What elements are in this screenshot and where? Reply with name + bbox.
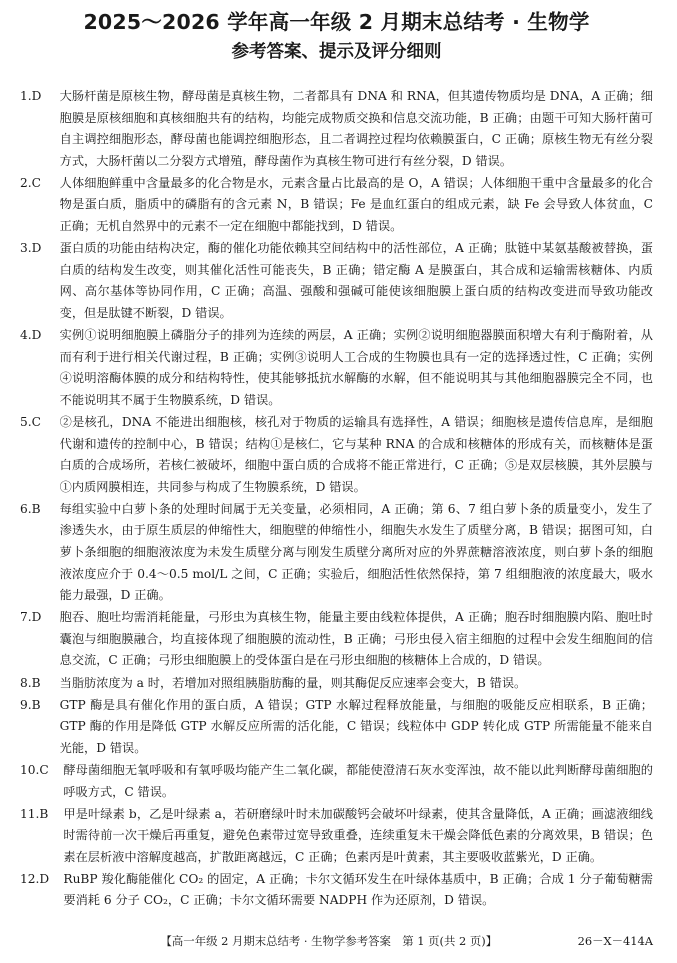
item-number: 12. <box>20 871 40 886</box>
item-answer: B <box>39 806 49 821</box>
item-explanation: 人体细胞鲜重中含量最多的化合物是水，元素含量占比最高的是 O，A 错误；人体细胞干重中含量最多的化合物是蛋白质，脂质中的磷脂有的含元素 N，B 错误；Fe 是血红蛋白的组成元素，缺 Fe 会导致人体贫血，C 正确；无机自然界中的元素不一定在细胞中都能找到，D 错误。 <box>59 175 653 234</box>
footer-page-info: 【高一年级 2 月期末总结考 · 生物学参考答案 第 1 页(共 2 页)】 <box>160 934 498 948</box>
item-explanation: 当脂肪浓度为 a 时，若增加对照组胰脂肪酶的量，则其酶促反应速率会变大，B 错误。 <box>59 675 527 690</box>
item-explanation: 大肠杆菌是原核生物，酵母菌是真核生物，二者都具有 DNA 和 RNA，但其遗传物质均是 DNA，A 正确；细胞膜是原核细胞和真核细胞共有的结构，均能完成物质交换和信息交流功能，B 正确；由题干可知大肠杆菌可自主调控细胞形态，酵母菌也能调控细胞形态，且二者调控过程均依赖膜蛋白，C 正确；原核生物无有丝分裂方式，大肠杆菌以二分裂方式增殖，酵母菌作为真核生物可进行有丝分裂，D 错误。 <box>59 89 653 168</box>
item-number: 3. <box>20 241 32 256</box>
item-explanation: ②是核孔，DNA 不能进出细胞核，核孔对于物质的运输具有选择性，A 错误；细胞核是遗传信息库，是细胞代谢和遗传的控制中心，B 错误；结构①是核仁，它与某种 RNA 的合成和核糖体的形成有关，而核糖体是蛋白质的合成场所，若核仁被破坏，细胞中蛋白质的合成将不能正常进行，C 正确；⑤是双层核膜，其外层膜与①内质网膜相连，共同参与构成了生物膜系统，D 错误。 <box>59 414 653 494</box>
answer-item-11 <box>20 804 653 869</box>
item-explanation: 胞吞、胞吐均需消耗能量，弓形虫为真核生物，能量主要由线粒体提供，A 正确；胞吞时细胞膜内陷、胞吐时囊泡与细胞膜融合，均直接体现了细胞膜的流动性，B 正确；弓形虫侵入宿主细胞的过程中会发生细胞间的信息交流，C 正确；弓形虫细胞膜上的受体蛋白是在弓形虫细胞的核糖体上合成的，D 错误。 <box>59 610 653 668</box>
item-number: 7. <box>20 610 32 625</box>
answer-item-1 <box>20 86 653 172</box>
answer-item-6 <box>20 499 653 607</box>
answer-item-5 <box>20 412 653 498</box>
answer-item-4 <box>20 325 653 411</box>
item-answer: B <box>31 501 41 516</box>
page-title: 2025～2026 学年高一年级 2 月期末总结考 · 生物学 <box>83 10 590 34</box>
item-answer: B <box>31 697 41 712</box>
item-explanation: 每组实验中白萝卜条的处理时间属于无关变量，必须相同，A 正确；第 6、7 组白萝卜条的质量变小，发生了渗透失水，由于原生质层的伸缩性大，细胞壁的伸缩性小，细胞失水发生了质壁分离，B 错误；据图可知，白萝卜条细胞的细胞液浓度为未发生质壁分离与刚发生质壁分离所对应的外界蔗糖溶液浓度，则白萝卜条的细胞液浓度应介于 0.4～0.5 mol/L 之间，C 正确；实验后，细胞活性依然保持，第 7 组细胞液的浓度最大，吸水能力最强，D 正确。 <box>59 501 653 603</box>
item-number: 8. <box>20 675 32 690</box>
item-answer: B <box>31 675 41 690</box>
item-explanation: 蛋白质的功能由结构决定，酶的催化功能依赖其空间结构中的活性部位，A 正确；肽链中某氨基酸被替换，蛋白质的结构发生改变，则其催化活性可能丧失，B 正确；错定酶 A 是膜蛋白，其合成和运输需核糖体、内质网、高尔基体等协同作用，C 正确；高温、强酸和强碱可能使该细胞膜上蛋白质的结构改变进而导致功能改变，但是肽键不断裂，D 错误。 <box>59 241 653 320</box>
item-answer: D <box>31 610 42 625</box>
answer-item-2 <box>20 173 653 238</box>
item-number: 10. <box>20 762 40 777</box>
item-answer: C <box>31 175 41 190</box>
item-explanation: RuBP 羧化酶能催化 CO₂ 的固定，A 正确；卡尔文循环发生在叶绿体基质中，B 正确；合成 1 分子葡萄糖需要消耗 6 分子 CO₂，C 正确；卡尔文循环需要 NADPH 作为还原剂，D 错误。 <box>63 871 653 908</box>
answer-list <box>20 86 653 912</box>
item-number: 6. <box>20 501 32 516</box>
answer-item-9 <box>20 695 653 760</box>
item-number: 9. <box>20 697 32 712</box>
answer-item-8 <box>20 673 653 695</box>
answer-item-10 <box>20 760 653 803</box>
item-answer: C <box>31 414 41 429</box>
item-explanation: 实例①说明细胞膜上磷脂分子的排列为连续的两层，A 正确；实例②说明细胞器膜面积增大有利于酶附着，从而有利于进行相关代谢过程，B 正确；实例③说明人工合成的生物膜也具有一定的选择透过性，C 正确；实例④说明溶酶体膜的成分和结构特性，使其能够抵抗水解酶的水解，但不能说明其与其他细胞器膜完全不同，也不能说明其不属于生物膜系统，D 错误。 <box>59 328 653 407</box>
item-answer: D <box>31 328 42 343</box>
item-number: 5. <box>20 414 32 429</box>
item-answer: D <box>31 89 42 103</box>
page-footer <box>20 933 653 949</box>
item-answer: D <box>39 871 50 886</box>
item-explanation: GTP 酶是具有催化作用的蛋白质，A 错误；GTP 水解过程释放能量，与细胞的吸能反应相联系，B 正确；GTP 酶的作用是降低 GTP 水解反应所需的活化能，C 错误；线粒体中 GDP 转化成 GTP 所需能量不能来自光能，D 错误。 <box>59 697 653 755</box>
footer-paper-code: 26－X－414A <box>577 934 653 948</box>
item-answer: D <box>31 241 42 256</box>
item-number: 11. <box>20 806 40 821</box>
answer-item-7 <box>20 607 653 672</box>
item-explanation: 甲是叶绿素 b，乙是叶绿素 a，若研磨绿叶时未加碳酸钙会破坏叶绿素，使其含量降低，A 正确；画滤液细线时需待前一次干燥后再重复，避免色素带过宽导致重叠，连续重复未干燥会降低色素的分离效果，B 错误；色素在层析液中溶解度越高，扩散距离越远，C 正确；色素丙是叶黄素，其主要吸收蓝紫光，D 正确。 <box>63 806 653 864</box>
item-number: 1. <box>20 89 32 103</box>
item-explanation: 酵母菌细胞无氧呼吸和有氧呼吸均能产生二氧化碳，都能使澄清石灰水变浑浊，故不能以此判断酵母菌细胞的呼吸方式，C 错误。 <box>63 762 653 799</box>
page-subtitle: 参考答案、提示及评分细则 <box>231 42 442 62</box>
answer-item-3 <box>20 238 653 324</box>
answer-item-12 <box>20 869 653 912</box>
item-answer: C <box>39 762 49 777</box>
item-number: 2. <box>20 175 32 190</box>
item-number: 4. <box>20 328 32 343</box>
